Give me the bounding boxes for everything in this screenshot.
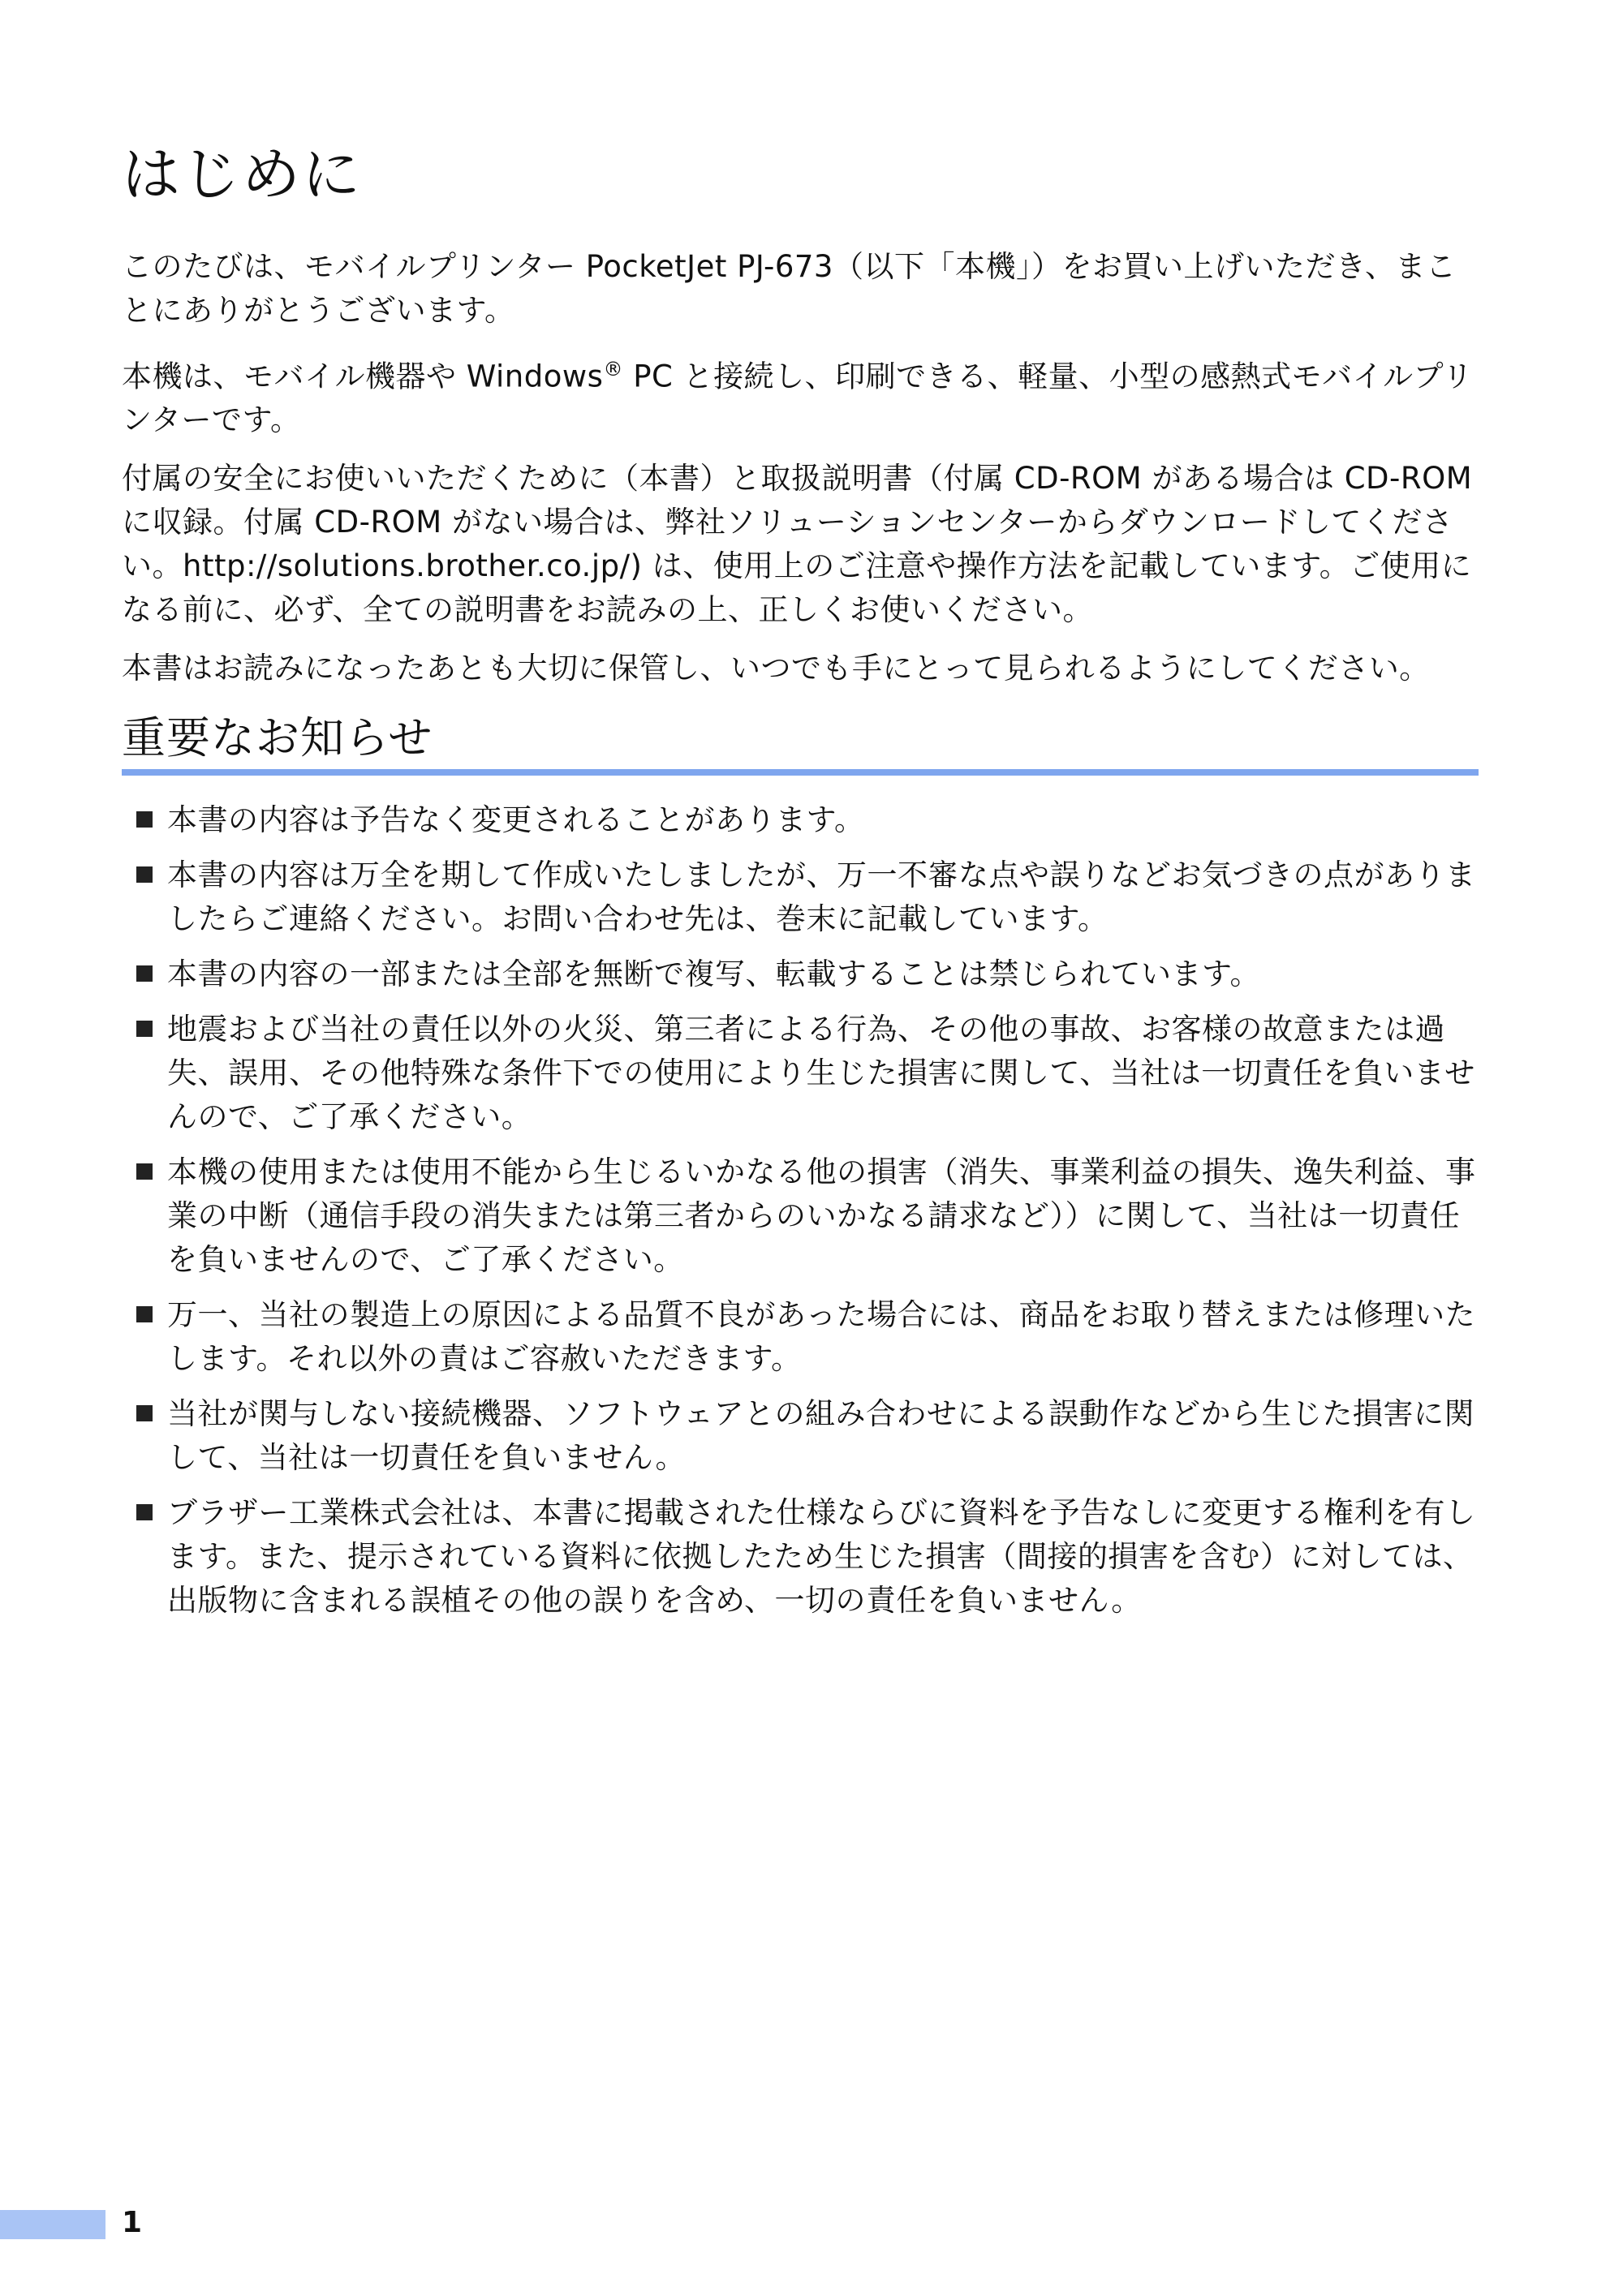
notice-item-text: 本機の使用または使用不能から生じるいかなる他の損害（消失、事業利益の損失、逸失利益、事業の中断（通信手段の消失または第三者からのいかなる請求など））に関して、当社は一切責任を負いませんので、ご了承ください。 [167,1154,1476,1277]
square-bullet-icon [136,811,153,828]
notice-item-text: 本書の内容は予告なく変更されることがあります。 [167,802,865,837]
notice-item [122,1293,1485,1381]
square-bullet-icon [136,965,153,982]
intro-paragraph-2-part-2: PC と接続し、印刷できる、軽量、小型の感熱式モバイルプリンターです。 [122,359,1474,438]
notice-item-text: 本書の内容は万全を期して作成いたしましたが、万一不審な点や誤りなどお気づきの点がありましたらご連絡ください。お問い合わせ先は、巻末に記載しています。 [167,858,1476,936]
intro-section [122,245,1485,705]
square-bullet-icon [136,1163,153,1180]
notice-list [122,798,1485,1634]
square-bullet-icon [136,1504,153,1520]
notice-item [122,798,1485,842]
notice-item [122,1392,1485,1480]
registered-mark: ® [603,358,623,381]
footer-accent-bar [0,2210,105,2239]
notice-item [122,952,1485,996]
page-number: 1 [122,2206,143,2239]
page-title: はじめに [122,140,363,209]
notice-item-text: 万一、当社の製造上の原因による品質不良があった場合には、商品をお取り替えまたは修理いたします。それ以外の責はご容赦いただきます。 [167,1297,1476,1376]
square-bullet-icon [136,1306,153,1322]
intro-paragraph-4: 本書はお読みになったあとも大切に保管し、いつでも手にとって見られるようにしてください。 [122,651,1430,686]
intro-paragraph-1: このたびは、モバイルプリンター PocketJet PJ-673（以下「本機」）をお買い上げいただき、まことにありがとうございます。 [122,249,1457,328]
notice-item-text: ブラザー工業株式会社は、本書に掲載された仕様ならびに資料を予告なしに変更する権利を有します。また、提示されている資料に依拠したため生じた損害（間接的損害を含む）に対しては、出版物に含まれる誤植その他の誤りを含め、一切の責任を負いません。 [167,1495,1476,1618]
notice-item-text: 地震および当社の責任以外の火災、第三者による行為、その他の事故、お客様の故意または過失、誤用、その他特殊な条件下での使用により生じた損害に関して、当社は一切責任を負いませんので、ご了承ください。 [167,1012,1475,1134]
intro-paragraph-2 [122,347,1485,442]
notice-item [122,1008,1485,1139]
section-heading [122,707,1479,776]
square-bullet-icon [136,1405,153,1421]
notice-item-text: 本書の内容の一部または全部を無断で複写、転載することは禁じられています。 [167,957,1261,991]
intro-paragraph-3: 付属の安全にお使いいただくために（本書）と取扱説明書（付属 CD-ROM がある場合は CD-ROM に収録。付属 CD-ROM がない場合は、弊社ソリューションセンターからダウンロードしてください。http://solutions.brother.co.jp/) は、使用上のご注意や操作方法を記載しています。ご使用になる前に、必ず、全ての説明書をお読みの上、正しくお使いください。 [122,461,1473,628]
notice-item [122,853,1485,941]
square-bullet-icon [136,866,153,883]
notice-item-text: 当社が関与しない接続機器、ソフトウェアとの組み合わせによる誤動作などから生じた損害に関して、当社は一切責任を負いません。 [167,1396,1475,1475]
notice-item [122,1150,1485,1282]
section-heading-text: 重要なお知らせ [122,712,433,763]
square-bullet-icon [136,1021,153,1037]
intro-paragraph-2-part-1: 本機は、モバイル機器や Windows [122,359,604,394]
notice-item [122,1491,1485,1623]
